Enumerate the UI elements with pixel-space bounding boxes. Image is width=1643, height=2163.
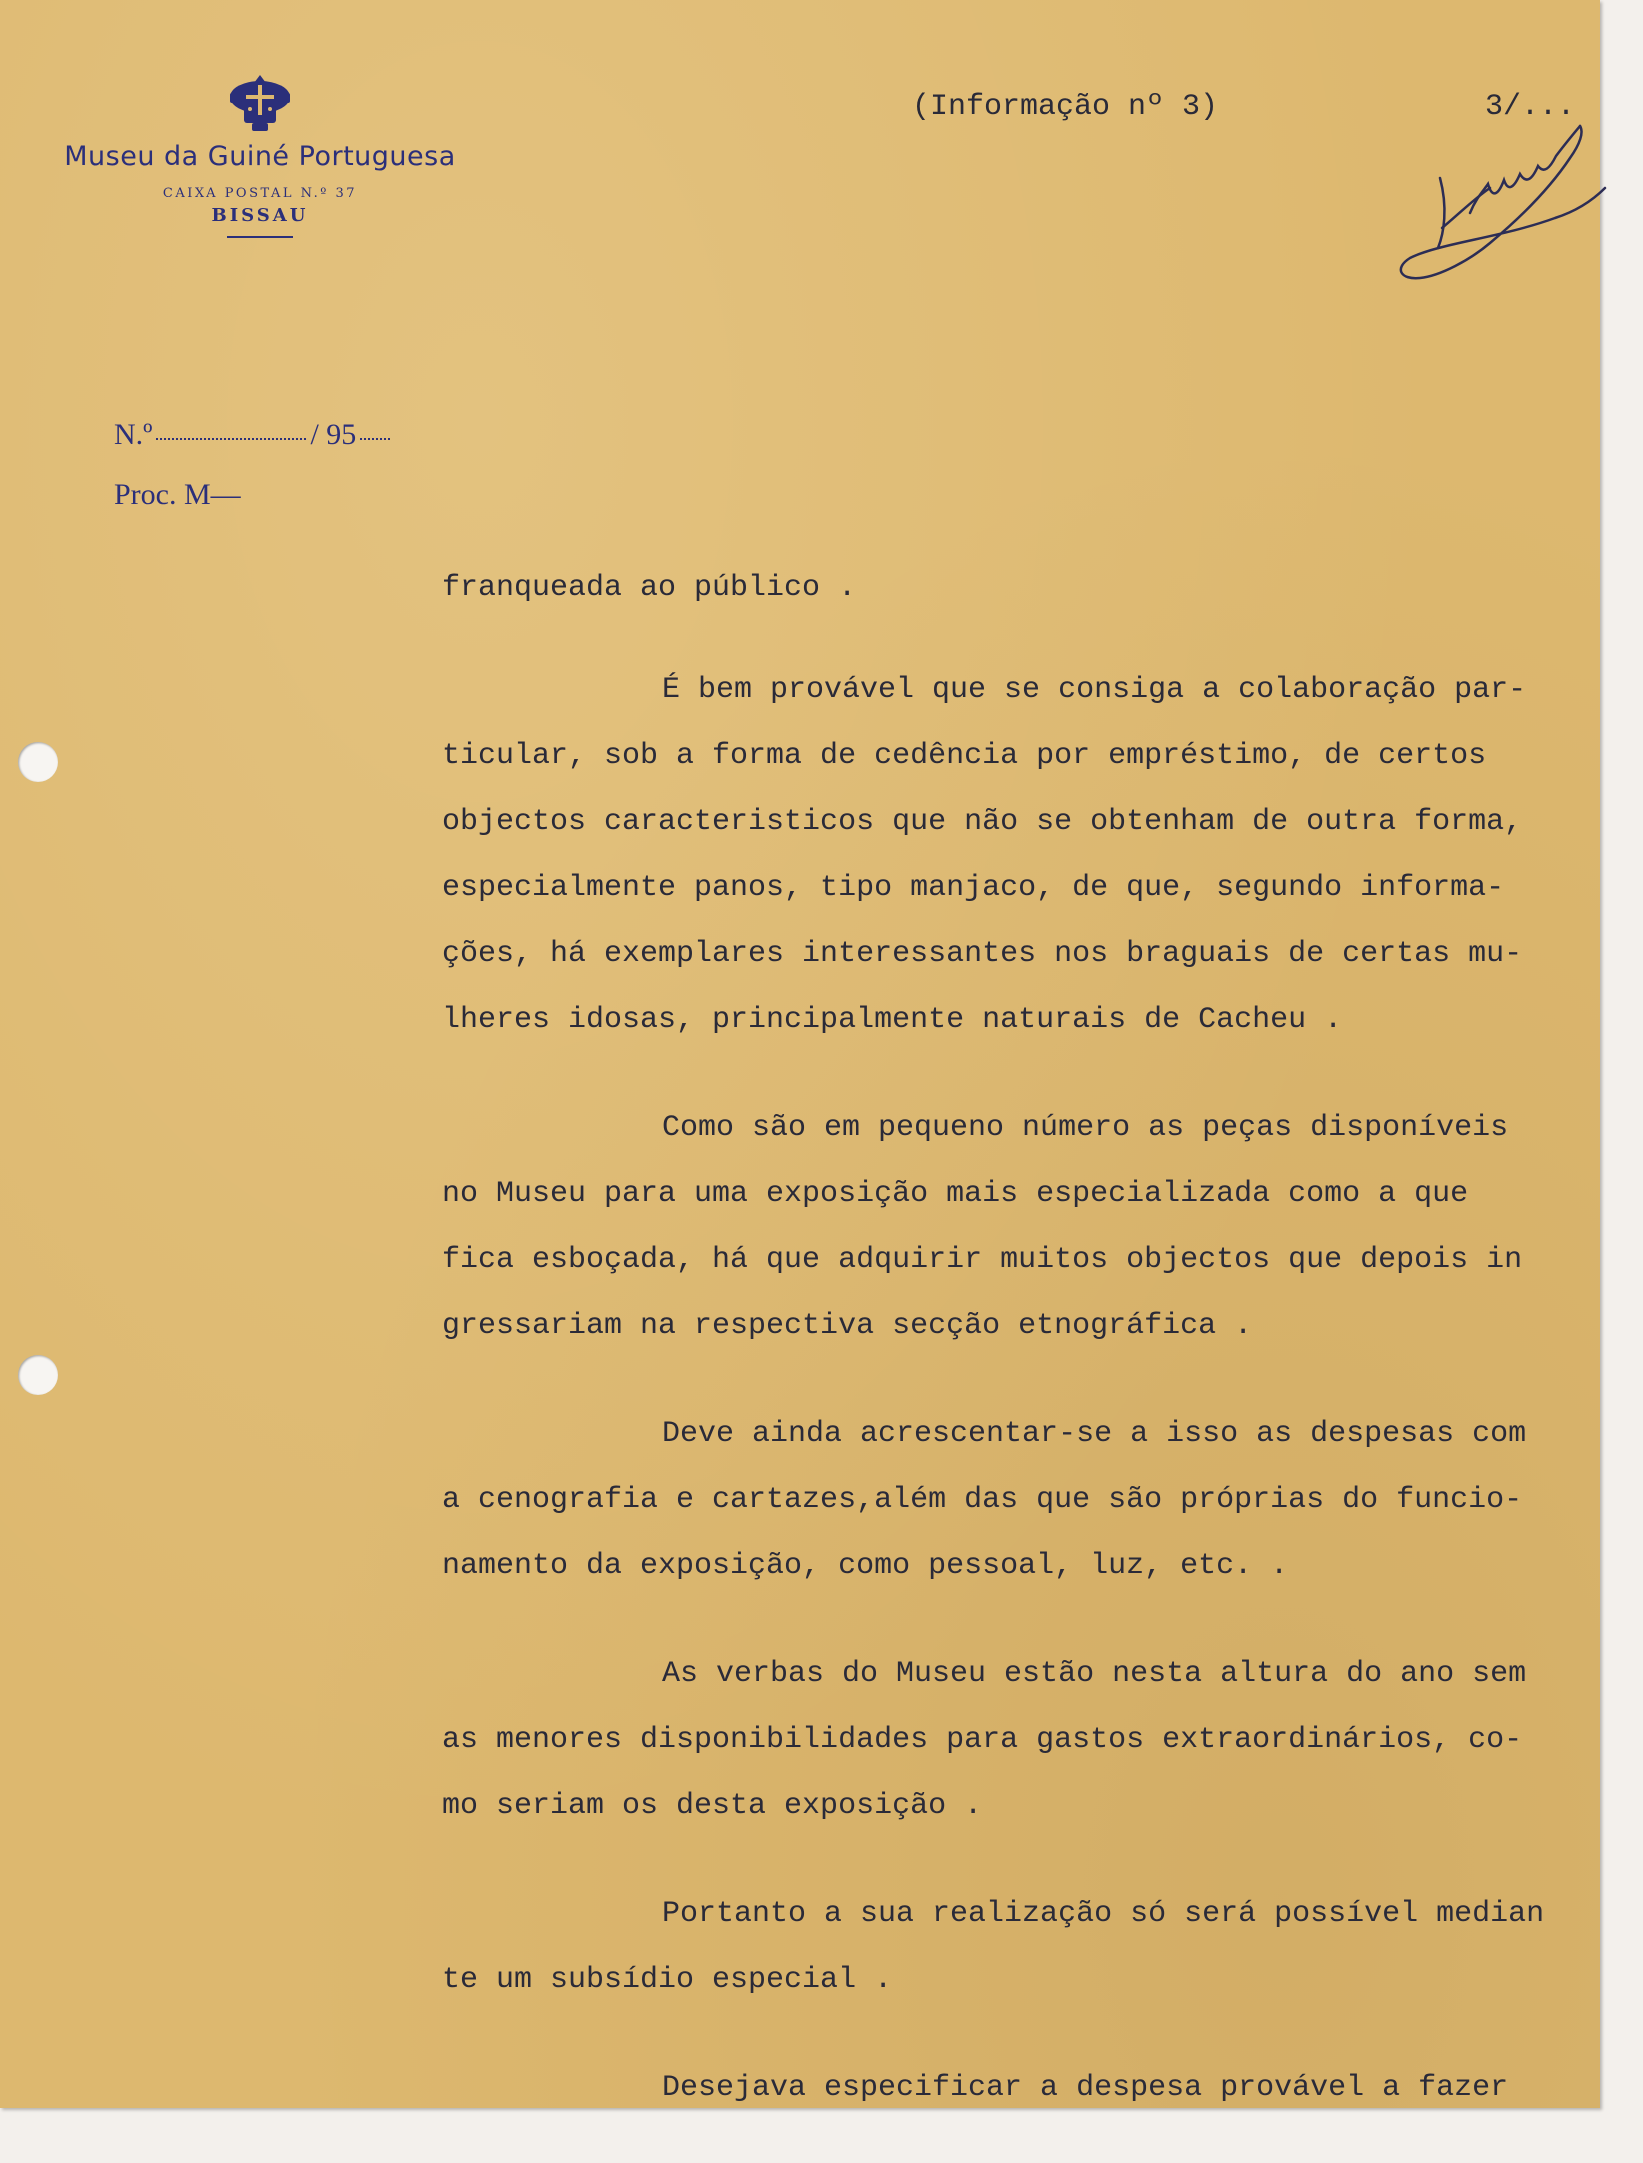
body-line: Desejava especificar a despesa provável a fazer — [662, 2071, 1509, 2105]
paragraph-acquisitions — [442, 1095, 1642, 1359]
paragraph-budget — [442, 1641, 1642, 1839]
body-line: É bem provável que se consiga a colaboração par- — [662, 673, 1527, 707]
letterhead — [40, 75, 480, 238]
page-number: 3/... — [1485, 90, 1576, 124]
year-blank — [360, 438, 390, 440]
number-blank — [156, 438, 306, 440]
process-label: Proc. M— — [114, 478, 241, 511]
body-line: as menores disponibilidades para gastos extraordinários, co- — [442, 1723, 1523, 1757]
paragraph-items — [442, 657, 1642, 1053]
letterhead-divider — [227, 236, 293, 238]
paragraph-closing — [442, 2055, 1642, 2121]
body-line: fica esboçada, há que adquirir muitos objectos que depois in — [442, 1243, 1523, 1277]
body-line: ções, há exemplares interessantes nos braguais de certas mu- — [442, 937, 1523, 971]
body-line: especialmente panos, tipo manjaco, de que, segundo informa- — [442, 871, 1505, 905]
body-line: namento da exposição, como pessoal, luz, etc. . — [442, 1549, 1289, 1583]
city-name: BISSAU — [211, 205, 309, 226]
body-line: gressariam na respectiva secção etnográfica . — [442, 1309, 1253, 1343]
punch-hole — [18, 742, 58, 782]
body-line: objectos caracteristicos que não se obtenham de outra forma, — [442, 805, 1523, 839]
information-number: (Informação nº 3) — [912, 90, 1219, 124]
body-line: lheres idosas, principalmente naturais de Cacheu . — [442, 1003, 1343, 1037]
paragraph-subsidy — [442, 1881, 1642, 2013]
reference-number-line — [114, 418, 394, 452]
body-line: Portanto a sua realização só será possível median — [662, 1897, 1545, 1931]
punch-hole — [18, 1355, 58, 1395]
body-line: a cenografia e cartazes,além das que são próprias do funcio- — [442, 1483, 1523, 1517]
number-year: / 95 — [310, 418, 357, 451]
crest-icon — [222, 75, 298, 135]
institution-name: Museu da Guiné Portuguesa — [64, 141, 456, 172]
body-line: te um subsídio especial . — [442, 1963, 893, 1997]
letter-body — [442, 555, 1642, 2163]
body-line: Como são em pequeno número as peças disponíveis — [662, 1111, 1509, 1145]
number-label: N.º — [114, 418, 153, 451]
body-line: As verbas do Museu estão nesta altura do ano sem — [662, 1657, 1527, 1691]
body-line: ticular, sob a forma de cedência por empréstimo, de certos — [442, 739, 1487, 773]
postal-box: CAIXA POSTAL N.º 37 — [162, 186, 358, 201]
body-line: Deve ainda acrescentar-se a isso as despesas com — [662, 1417, 1527, 1451]
signature-mark — [1380, 118, 1620, 288]
opening-line: franqueada ao público . — [442, 571, 857, 605]
paragraph-expenses — [442, 1401, 1642, 1599]
reference-block — [114, 418, 394, 512]
body-line: mo seriam os desta exposição . — [442, 1789, 983, 1823]
body-line: no Museu para uma exposição mais especializada como a que — [442, 1177, 1469, 1211]
